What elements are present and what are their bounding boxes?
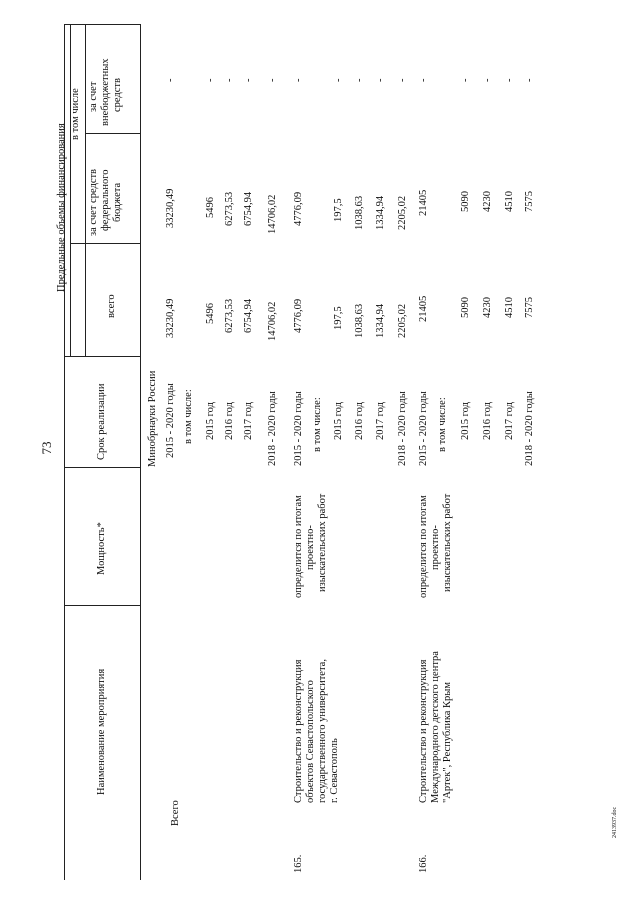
term-cell: 2016 год xyxy=(224,402,235,440)
federal-cell: 4230 xyxy=(482,191,493,212)
total-cell: 6754,94 xyxy=(243,298,254,333)
term-cell: 2017 год xyxy=(504,402,515,440)
extra-cell: - xyxy=(354,78,365,82)
header-capacity: Мощность* xyxy=(96,522,107,575)
federal-cell: 4510 xyxy=(504,191,515,212)
federal-cell: 5496 xyxy=(205,197,216,218)
extra-cell: - xyxy=(504,78,515,82)
row-165-capacity-1: определится по итогам xyxy=(293,495,304,598)
federal-cell: 6273,53 xyxy=(224,191,235,226)
row-165-name-1: Строительство и реконструкция xyxy=(293,659,304,803)
row-166-capacity-3: изыскательских работ xyxy=(442,493,453,592)
col-divider-fed-total xyxy=(70,243,140,244)
total-cell: 33230,49 xyxy=(165,298,176,338)
document-id: 2413937.doc xyxy=(612,806,618,838)
total-cell: 197,5 xyxy=(333,306,344,330)
term-cell: 2017 год xyxy=(375,402,386,440)
col-divider-cap-name xyxy=(64,605,140,606)
row-166-name-3: "Артек", Республика Крым xyxy=(442,681,453,803)
header-total: всего xyxy=(106,294,117,318)
header-federal-2: федерального xyxy=(100,169,111,231)
header-limits: Предельные объемы финансирования xyxy=(56,123,67,292)
term-cell: 2018 - 2020 годы xyxy=(524,391,535,466)
col-divider-total-term xyxy=(64,356,140,357)
term-cell: 2017 год xyxy=(243,402,254,440)
federal-cell: 1334,94 xyxy=(375,195,386,230)
extra-cell: - xyxy=(224,78,235,82)
row-165-name-4: г. Севастополь xyxy=(329,738,340,803)
header-extra-2: внебюджетных xyxy=(100,58,111,126)
header-extra-1: за счет xyxy=(88,81,99,112)
subheader-line-2 xyxy=(70,24,71,356)
total-cell: 14706,02 xyxy=(267,301,278,341)
term-cell: 2016 год xyxy=(354,402,365,440)
total-cell: 7575 xyxy=(524,297,535,318)
term-cell: 2015 - 2020 годы xyxy=(418,391,429,466)
row-166-name-1: Строительство и реконструкция xyxy=(418,659,429,803)
extra-cell: - xyxy=(460,78,471,82)
term-cell: 2015 год xyxy=(333,402,344,440)
row-165-name-2: объектов Севастопольского xyxy=(305,680,316,803)
extra-cell: - xyxy=(482,78,493,82)
extra-cell: - xyxy=(165,78,176,82)
extra-cell: - xyxy=(524,78,535,82)
federal-cell: 33230,49 xyxy=(165,188,176,228)
header-term: Срок реализации xyxy=(96,383,107,460)
header-federal-3: бюджета xyxy=(112,182,123,222)
total-cell: 1334,94 xyxy=(375,303,386,338)
total-cell: 5090 xyxy=(460,297,471,318)
row-166-number: 166. xyxy=(418,854,429,873)
federal-cell: 4776,09 xyxy=(293,191,304,226)
term-cell: в том числе: xyxy=(312,397,323,452)
federal-cell: 21405 xyxy=(418,189,429,216)
total-label: Всего xyxy=(170,800,181,826)
term-cell: 2015 год xyxy=(460,402,471,440)
header-name: Наименование мероприятия xyxy=(96,668,107,795)
table-top-line xyxy=(64,24,140,25)
col-divider-extra-fed xyxy=(85,133,140,134)
header-federal-1: за счет средств xyxy=(88,168,99,236)
total-cell: 5496 xyxy=(205,303,216,324)
extra-cell: - xyxy=(205,78,216,82)
extra-cell: - xyxy=(293,78,304,82)
extra-cell: - xyxy=(267,78,278,82)
federal-cell: 7575 xyxy=(524,191,535,212)
subheader-line xyxy=(85,24,86,356)
total-cell: 1038,63 xyxy=(354,303,365,338)
extra-cell: - xyxy=(375,78,386,82)
total-cell: 21405 xyxy=(418,295,429,322)
row-166-capacity-1: определится по итогам xyxy=(418,495,429,598)
ministry-label: Минобрнауки России xyxy=(147,370,158,467)
term-cell: 2015 - 2020 годы xyxy=(293,391,304,466)
term-cell: 2018 - 2020 годы xyxy=(397,391,408,466)
row-166-name-2: Международного детского центра xyxy=(430,651,441,803)
term-cell: 2015 год xyxy=(205,402,216,440)
term-cell: 2015 - 2020 годы xyxy=(165,383,176,458)
col-divider-term-cap xyxy=(64,467,140,468)
term-cell: в том числе: xyxy=(183,389,194,444)
header-bottom-line xyxy=(140,24,141,880)
header-extra-3: средств xyxy=(112,78,123,112)
row-165-number: 165. xyxy=(293,854,304,873)
row-165-capacity-3: изыскательских работ xyxy=(317,493,328,592)
federal-cell: 2205,02 xyxy=(397,195,408,230)
federal-cell: 197,5 xyxy=(333,198,344,222)
federal-cell: 14706,02 xyxy=(267,194,278,234)
total-cell: 4230 xyxy=(482,297,493,318)
term-cell: 2018 - 2020 годы xyxy=(267,391,278,466)
page-number: 73 xyxy=(39,441,54,455)
extra-cell: - xyxy=(397,78,408,82)
extra-cell: - xyxy=(333,78,344,82)
federal-cell: 1038,63 xyxy=(354,195,365,230)
total-cell: 4510 xyxy=(504,297,515,318)
row-165-capacity-2: проектно- xyxy=(305,525,316,570)
row-165-name-3: государственного университета, xyxy=(317,659,328,803)
extra-cell: - xyxy=(418,78,429,82)
term-cell: в том числе: xyxy=(437,397,448,452)
total-cell: 2205,02 xyxy=(397,303,408,338)
total-cell: 4776,09 xyxy=(293,298,304,333)
header-including: в том числе xyxy=(70,88,81,140)
federal-cell: 5090 xyxy=(460,191,471,212)
row-166-capacity-2: проектно- xyxy=(430,525,441,570)
federal-cell: 6754,94 xyxy=(243,191,254,226)
total-cell: 6273,53 xyxy=(224,298,235,333)
extra-cell: - xyxy=(243,78,254,82)
term-cell: 2016 год xyxy=(482,402,493,440)
